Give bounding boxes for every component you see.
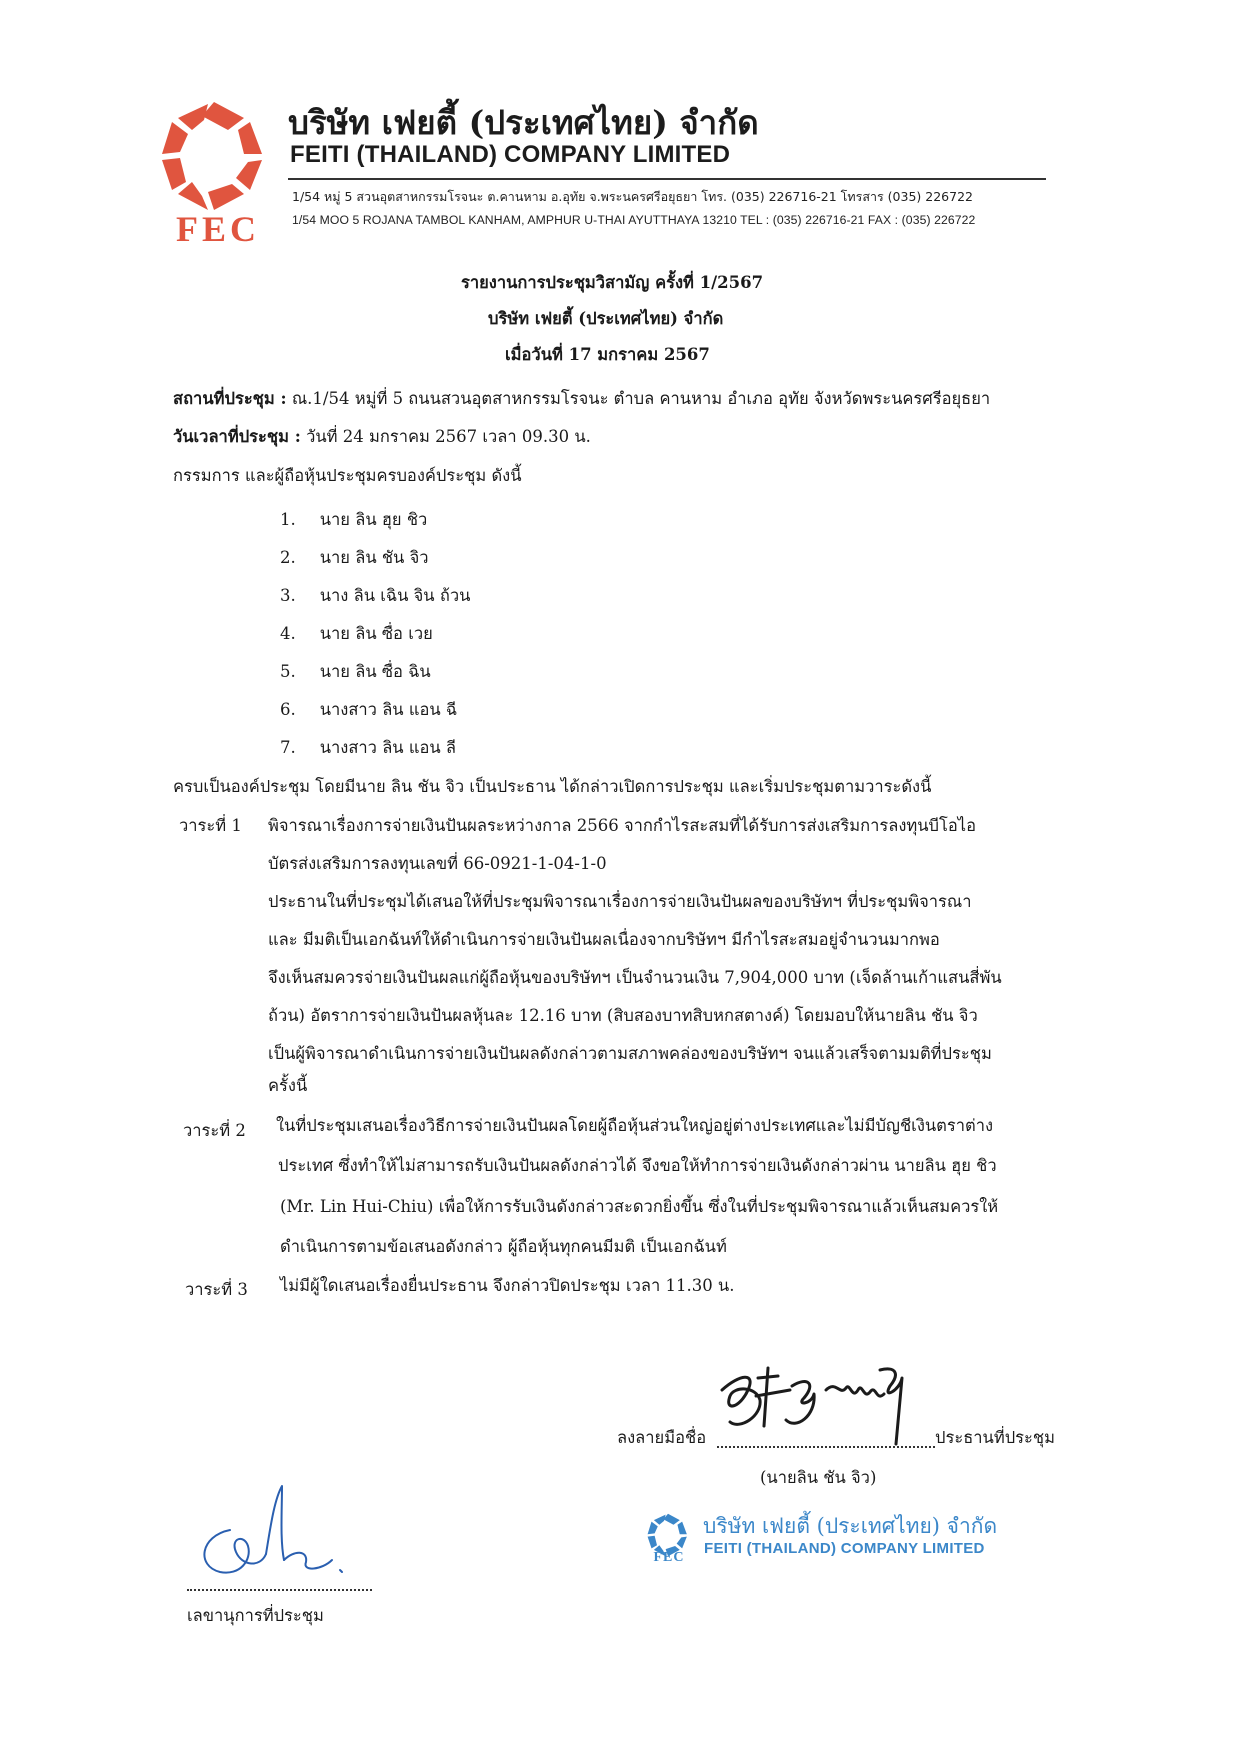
company-logo-text: FEC — [176, 209, 260, 249]
company-stamp-abbr: FEC — [653, 1550, 685, 1565]
attendee-name: นาง ลิน เฉิน จิน ถ้วน — [319, 586, 471, 605]
attendee-name: นางสาว ลิน แอน ฉี — [319, 700, 458, 719]
agenda-label: วาระที่ 1 — [179, 816, 242, 835]
agenda-line: ถ้วน) อัตราการจ่ายเงินปันผลหุ้นละ 12.16 บาท (สิบสองบาทสิบหกสตางค์) โดยมอบให้นายลิน ชัน จิว — [268, 1006, 978, 1025]
quorum-intro: กรรมการ และผู้ถือหุ้นประชุมครบองค์ประชุม ดังนี้ — [173, 466, 522, 485]
company-logo-icon — [158, 100, 270, 212]
attendee-name: นาย ลิน ซื่อ ฉิน — [319, 662, 431, 681]
list-item — [280, 735, 456, 761]
chairman-signature-line — [717, 1446, 935, 1448]
company-name-english: FEITI (THAILAND) COMPANY LIMITED — [290, 141, 731, 168]
agenda-line: ประเทศ ซึ่งทำให้ไม่สามารถรับเงินปันผลดังกล่าวได้ จึงขอให้ทำการจ่ายเงินดังกล่าวผ่าน นายลิน ฮุย ชิว — [278, 1156, 997, 1175]
agenda-line: ดำเนินการตามข้อเสนอดังกล่าว ผู้ถือหุ้นทุกคนมีมติ เป็นเอกฉันท์ — [280, 1237, 727, 1256]
company-stamp-name-english: FEITI (THAILAND) COMPANY LIMITED — [704, 1540, 985, 1557]
attendee-number: 6. — [280, 700, 296, 719]
attendee-name: นาย ลิน ฮุย ชิว — [319, 510, 428, 529]
company-address-english: 1/54 MOO 5 ROJANA TAMBOL KANHAM, AMPHUR U-THAI AYUTTHAYA 13210 TEL : (035) 226716-21 FAX : (035) 226722 — [292, 213, 976, 227]
meeting-place — [173, 386, 990, 412]
meeting-place-value: ณ.1/54 หมู่ที่ 5 ถนนสวนอุตสาหกรรมโรจนะ ตำบล คานหาม อำเภอ อุทัย จังหวัดพระนครศรีอยุธยา — [291, 389, 991, 408]
chairman-signature-prefix: ลงลายมือชื่อ — [617, 1428, 707, 1447]
meeting-place-label: สถานที่ประชุม : — [173, 389, 287, 408]
list-item — [280, 545, 429, 571]
attendee-number: 2. — [280, 548, 296, 567]
meeting-time — [173, 424, 591, 450]
list-item — [280, 697, 457, 723]
report-date: เมื่อวันที่ 17 มกราคม 2567 — [505, 345, 710, 364]
agenda-line: ครั้งนี้ — [268, 1076, 308, 1095]
secretary-label: เลขานุการที่ประชุม — [187, 1606, 324, 1625]
agenda-line: ในที่ประชุมเสนอเรื่องวิธีการจ่ายเงินปันผลโดยผู้ถือหุ้นส่วนใหญ่อยู่ต่างประเทศและไม่มีบัญชีเงินตราต่าง — [276, 1116, 994, 1135]
chairman-name: (นายลิน ชัน จิว) — [760, 1468, 877, 1487]
secretary-signature-image — [190, 1480, 360, 1580]
attendee-number: 1. — [280, 510, 296, 529]
chairman-signature-image — [700, 1360, 950, 1450]
agenda-label: วาระที่ 2 — [183, 1121, 246, 1140]
list-item — [280, 507, 427, 533]
meeting-time-label: วันเวลาที่ประชุม : — [173, 427, 301, 446]
opening-statement: ครบเป็นองค์ประชุม โดยมีนาย ลิน ชัน จิว เป็นประธาน ได้กล่าวเปิดการประชุม และเริ่มประชุมตามวาระดังนี้ — [173, 777, 932, 796]
list-item — [280, 583, 470, 609]
attendee-number: 4. — [280, 624, 296, 643]
attendee-number: 7. — [280, 738, 296, 757]
company-name-thai: บริษัท เฟยตี้ (ประเทศไทย) จำกัด — [288, 103, 759, 142]
agenda-line: เป็นผู้พิจารณาดำเนินการจ่ายเงินปันผลดังกล่าวตามสภาพคล่องของบริษัทฯ จนแล้วเสร็จตามมติที่ประชุม — [268, 1044, 992, 1063]
agenda-label: วาระที่ 3 — [185, 1280, 248, 1299]
attendee-name: นาย ลิน ซื่อ เวย — [319, 624, 433, 643]
agenda-line: (Mr. Lin Hui-Chiu) เพื่อให้การรับเงินดังกล่าวสะดวกยิ่งขึ้น ซึ่งในที่ประชุมพิจารณาแล้วเห็นสมควรให้ — [280, 1197, 999, 1216]
agenda-line: บัตรส่งเสริมการลงทุนเลขที่ 66-0921-1-04-1-0 — [268, 854, 607, 873]
agenda-line: ไม่มีผู้ใดเสนอเรื่องยื่นประธาน จึงกล่าวปิดประชุม เวลา 11.30 น. — [280, 1276, 735, 1295]
letterhead-divider — [288, 178, 1046, 180]
list-item — [280, 659, 431, 685]
company-address-thai: 1/54 หมู่ 5 สวนอุตสาหกรรมโรจนะ ต.คานหาม อ.อุทัย จ.พระนครศรีอยุธยา โทร. (035) 226716-21 โทรสาร (035) 226722 — [292, 189, 973, 204]
attendee-number: 5. — [280, 662, 296, 681]
attendee-name: นางสาว ลิน แอน ลี — [319, 738, 457, 757]
agenda-line: จึงเห็นสมควรจ่ายเงินปันผลแก่ผู้ถือหุ้นของบริษัทฯ เป็นจำนวนเงิน 7,904,000 บาท (เจ็ดล้านเก้าแสนสี่พัน — [268, 968, 1002, 987]
agenda-line: และ มีมติเป็นเอกฉันท์ให้ดำเนินการจ่ายเงินปันผลเนื่องจากบริษัทฯ มีกำไรสะสมอยู่จำนวนมากพอ — [268, 930, 940, 949]
report-title: รายงานการประชุมวิสามัญ ครั้งที่ 1/2567 — [461, 273, 764, 292]
meeting-time-value: วันที่ 24 มกราคม 2567 เวลา 09.30 น. — [306, 427, 591, 446]
attendee-number: 3. — [280, 586, 296, 605]
attendee-name: นาย ลิน ชัน จิว — [319, 548, 429, 567]
company-stamp-name-thai: บริษัท เฟยตี้ (ประเทศไทย) จำกัด — [703, 1514, 998, 1538]
agenda-line: ประธานในที่ประชุมได้เสนอให้ที่ประชุมพิจารณาเรื่องการจ่ายเงินปันผลของบริษัทฯ ที่ประชุมพิจารณา — [268, 892, 972, 911]
secretary-signature-line — [187, 1589, 372, 1591]
chairman-signature-suffix: ประธานที่ประชุม — [935, 1428, 1055, 1447]
agenda-line: พิจารณาเรื่องการจ่ายเงินปันผลระหว่างกาล 2566 จากกำไรสะสมที่ได้รับการส่งเสริมการลงทุนบีโอไอ — [268, 816, 977, 835]
report-company: บริษัท เฟยตี้ (ประเทศไทย) จำกัด — [488, 309, 724, 328]
list-item — [280, 621, 433, 647]
